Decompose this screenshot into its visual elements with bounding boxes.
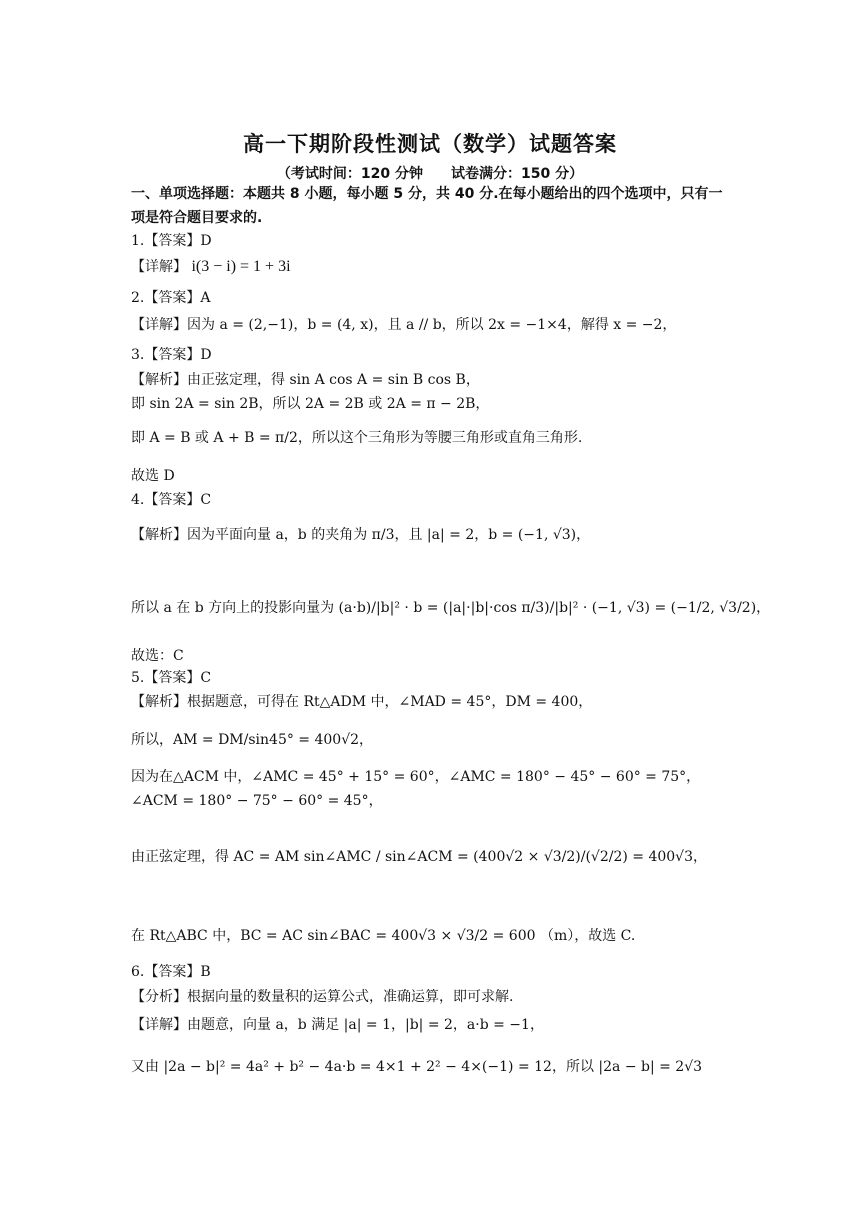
q4-line1: 【解析】因为平面向量 a，b 的夹角为 π/3，且 |a| = 2，b = (−1, √3)， <box>131 527 591 543</box>
q2-detail: 【详解】因为 a = (2,−1)，b = (4, x)，且 a // b，所以 2x = −1×4，解得 x = −2， <box>131 317 677 333</box>
q2-answer: 2.【答案】A <box>131 290 211 306</box>
q1-detail-formula: i(3 − i) = 1 + 3i <box>191 258 291 275</box>
exam-info: （考试时间：120 分钟 试卷满分：150 分） <box>276 166 584 182</box>
q3-answer: 3.【答案】D <box>131 347 212 363</box>
q5-line2: 所以，AM = DM/sin45° = 400√2， <box>131 732 374 748</box>
q5-line3: 因为在△ACM 中，∠AMC = 45° + 15° = 60°，∠AMC = 180° − 45° − 60° = 75°， <box>131 769 701 785</box>
q5-line5: 由正弦定理，得 AC = AM sin∠AMC / sin∠ACM = (400√2 × √3/2)/(√2/2) = 400√3， <box>131 849 708 865</box>
q1-detail-label: 【详解】 <box>131 259 187 275</box>
q5-line4: ∠ACM = 180° − 75° − 60° = 45°， <box>131 793 383 809</box>
q6-line2: 又由 |2a − b|² = 4a² + b² − 4a·b = 4×1 + 2² − 4×(−1) = 12，所以 |2a − b| = 2√3 <box>131 1059 703 1075</box>
q6-analysis: 【分析】根据向量的数量积的运算公式，准确运算，即可求解. <box>131 989 514 1005</box>
q4-answer: 4.【答案】C <box>131 492 212 508</box>
q5-line6: 在 Rt△ABC 中，BC = AC sin∠BAC = 400√3 × √3/2 = 600 （m），故选 C. <box>131 928 636 944</box>
q5-line1: 【解析】根据题意，可得在 Rt△ADM 中，∠MAD = 45°，DM = 400， <box>131 694 593 710</box>
q3-line2: 即 sin 2A = sin 2B，所以 2A = 2B 或 2A = π − 2B， <box>131 396 490 412</box>
page-title: 高一下期阶段性测试（数学）试题答案 <box>243 132 617 156</box>
section-heading: 一、单项选择题：本题共 8 小题，每小题 5 分，共 40 分.在每小题给出的四个选项中，只有一项是符合题目要求的. <box>131 186 723 226</box>
q1-detail <box>131 257 291 277</box>
q3-choose: 故选 D <box>131 468 175 484</box>
q6-line1: 【详解】由题意，向量 a，b 满足 |a| = 1，|b| = 2，a·b = −1， <box>131 1017 544 1033</box>
q5-answer: 5.【答案】C <box>131 670 212 686</box>
q1-answer: 1.【答案】D <box>131 233 212 249</box>
q6-answer: 6.【答案】B <box>131 964 211 980</box>
q3-line1: 【解析】由正弦定理，得 sin A cos A = sin B cos B， <box>131 372 480 388</box>
q4-line2: 所以 a 在 b 方向上的投影向量为 (a·b)/|b|² · b = (|a|·|b|·cos π/3)/|b|² · (−1, √3) = (−1/2, √3/2)， <box>131 600 771 616</box>
q3-line3: 即 A = B 或 A + B = π/2，所以这个三角形为等腰三角形或直角三角形. <box>131 430 583 446</box>
q4-choose: 故选：C <box>131 648 184 664</box>
